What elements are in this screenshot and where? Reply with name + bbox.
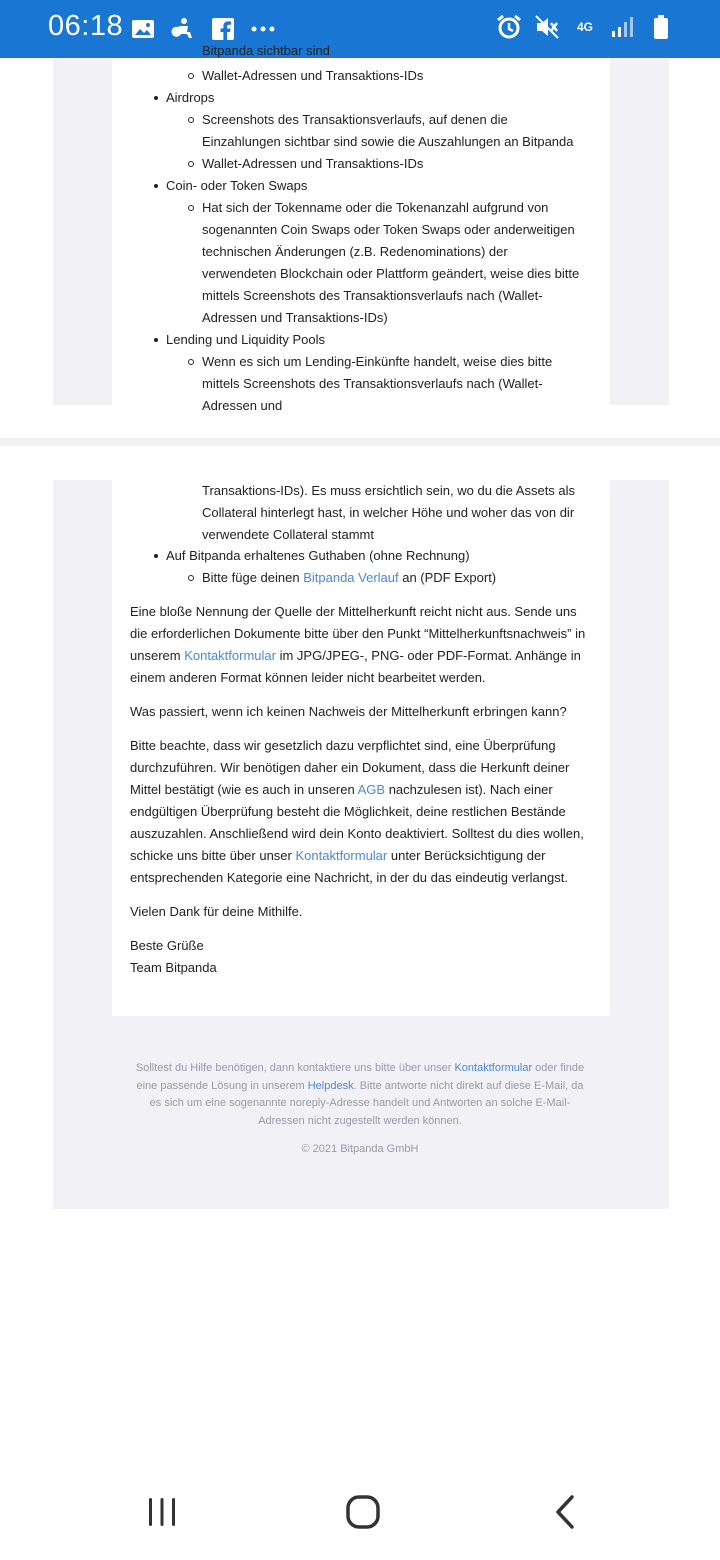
status-time: 06:18 bbox=[48, 10, 124, 42]
mute-icon bbox=[534, 14, 560, 40]
list-subitem: Wallet-Adressen und Transaktions-IDs bbox=[112, 65, 610, 87]
4g-icon: 4G bbox=[576, 19, 593, 34]
footer-help-text: Solltest du Hilfe benötigen, dann kontaktiere uns bitte über unser Kontaktformular oder finde eine passende Lösung in unserem Helpdesk. Bitte antworte nicht direkt auf diese E-Mail, da es sich um eine sogenannte noreply-Adresse handelt und Antworten an solche E-Mail-Adressen nicht zugestellt werden können. bbox=[135, 1062, 585, 1127]
section-divider bbox=[0, 438, 720, 446]
email-card-bottom bbox=[112, 480, 610, 1016]
copyright: © 2021 Bitpanda GmbH bbox=[301, 1143, 419, 1155]
document-list-2 bbox=[112, 545, 610, 589]
back-icon[interactable] bbox=[535, 1490, 595, 1534]
list-subitem: Bitte füge deinen Bitpanda Verlauf an (PDF Export) bbox=[112, 567, 610, 589]
agb-link[interactable]: AGB bbox=[357, 782, 386, 797]
recent-apps-icon[interactable] bbox=[132, 1490, 192, 1534]
signature-text: Team Bitpanda bbox=[130, 960, 217, 975]
alarm-icon bbox=[496, 14, 522, 40]
list-subitem: Hat sich der Tokenname oder die Tokenanzahl aufgrund von sogenannten Coin Swaps oder Token Swaps oder anderweitigen technischen Änderungen (z.B. Redenominations) der verwendeten Blockchain oder Plattform geändert, weise dies bitte mittels Screenshots des Transaktionsverlaufs nach (Wallet-Adressen und Transaktions-IDs) bbox=[112, 197, 610, 329]
greeting-text: Beste Grüße bbox=[130, 938, 204, 953]
list-item: Lending und Liquidity Pools bbox=[112, 329, 610, 351]
footer-kontaktformular-link[interactable]: Kontaktformular bbox=[454, 1062, 533, 1074]
signal-icon bbox=[610, 14, 636, 40]
navigation-bar bbox=[0, 1470, 720, 1560]
list-item: Airdrops bbox=[112, 87, 610, 109]
paragraph-source-of-funds: Eine bloße Nennung der Quelle der Mittelherkunft reicht nicht aus. Sende uns die erforderlichen Dokumente bitte über den Punkt “Mittelherkunftsnachweis” in unserem Kontaktformular im JPG/JPEG-, PNG- oder PDF-Format. Anhänge in einem anderen Format können leider nicht bearbeitet werden. bbox=[130, 604, 586, 685]
bitpanda-verlauf-link[interactable]: Bitpanda Verlauf bbox=[303, 570, 399, 585]
accessibility-icon bbox=[170, 16, 196, 42]
list-item: Auf Bitpanda erhaltenes Guthaben (ohne Rechnung) bbox=[112, 545, 610, 567]
list-subitem: Wallet-Adressen und Transaktions-IDs bbox=[112, 153, 610, 175]
more-icon bbox=[250, 16, 276, 42]
list-subitem: Screenshots des Transaktionsverlaufs, auf denen die Einzahlungen sichtbar sind sowie die Auszahlungen an Bitpanda bbox=[112, 109, 610, 153]
home-icon[interactable] bbox=[333, 1490, 393, 1534]
cutoff-text: Bitpanda sichtbar sind bbox=[202, 43, 330, 58]
image-icon bbox=[130, 16, 156, 42]
list-subitem: Wenn es sich um Lending-Einkünfte handelt, weise dies bitte mittels Screenshots des Transaktionsverlaufs nach (Wallet-Adressen und bbox=[112, 351, 610, 417]
status-bar bbox=[0, 0, 720, 58]
facebook-icon bbox=[210, 16, 236, 42]
thanks-text: Vielen Dank für deine Mithilfe. bbox=[130, 904, 303, 919]
paragraph-legal-obligation: Bitte beachte, dass wir gesetzlich dazu verpflichtet sind, eine Überprüfung durchzuführen. Wir benötigen daher ein Dokument, dass die Herkunft deiner Mittel bestätigt (wie es auch in unseren AGB nachzulesen ist). Nach einer endgültigen Überprüfung besteht die Möglichkeit, deine restlichen Bestände auszuzahlen. Anschließend wird dein Konto deaktiviert. Solltest du dies wollen, schicke uns bitte über unser Kontaktformular unter Berücksichtigung der entsprechenden Kategorie eine Nachricht, in der du das eindeutig verlangst. bbox=[130, 738, 584, 885]
email-card-top bbox=[112, 43, 610, 413]
helpdesk-link[interactable]: Helpdesk bbox=[307, 1079, 354, 1092]
battery-icon bbox=[648, 14, 674, 40]
kontaktformular-link-2[interactable]: Kontaktformular bbox=[295, 848, 388, 863]
list-item: Coin- oder Token Swaps bbox=[112, 175, 610, 197]
question-heading: Was passiert, wenn ich keinen Nachweis der Mittelherkunft erbringen kann? bbox=[130, 704, 567, 719]
document-list bbox=[112, 65, 610, 417]
kontaktformular-link[interactable]: Kontaktformular bbox=[184, 648, 276, 663]
list-continued-text: Transaktions-IDs). Es muss ersichtlich sein, wo du die Assets als Collateral hinterlegt hast, in welcher Höhe und woher das von dir verwendete Collateral stammt bbox=[202, 483, 576, 542]
